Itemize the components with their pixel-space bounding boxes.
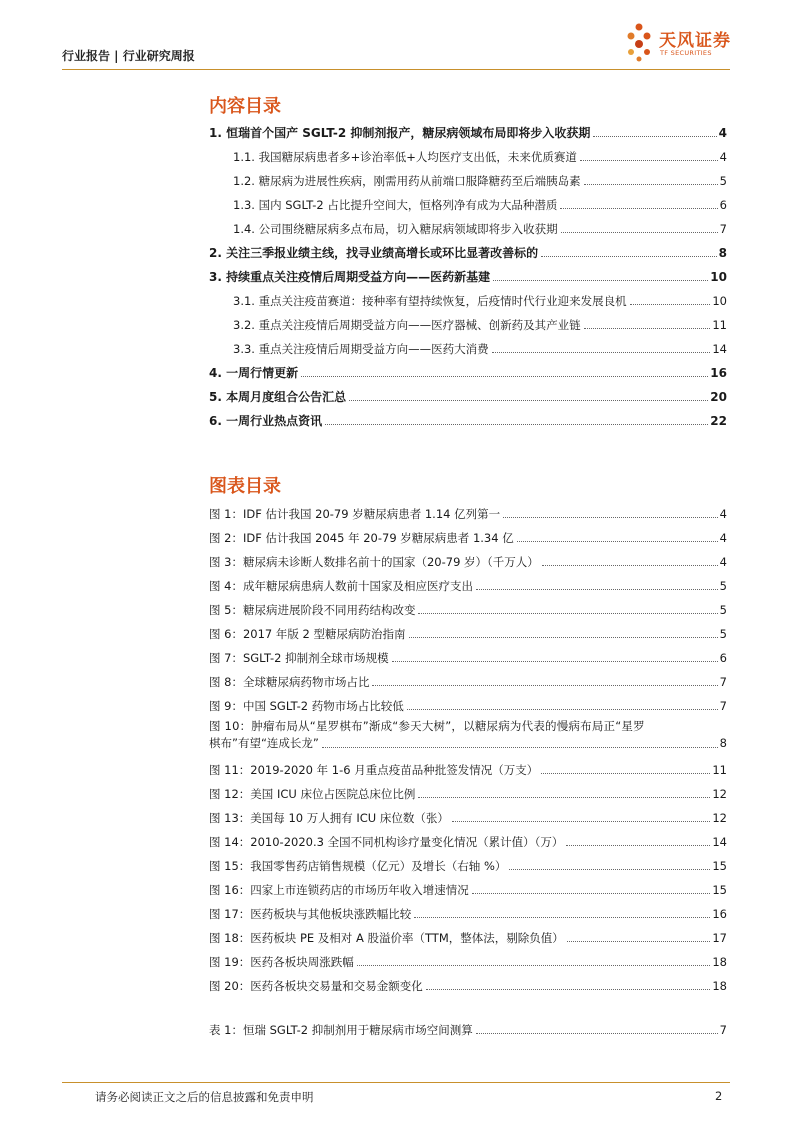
toc-entry-3-2[interactable]: 3.2. 重点关注疫情后周期受益方向——医疗器械、创新药及其产业链 11: [233, 318, 727, 332]
figure-entry-17[interactable]: 图 17：医药板块与其他板块涨跌幅比较 16: [209, 907, 727, 921]
figure-entry-11[interactable]: 图 11：2019-2020 年 1-6 月重点疫苗品种批签发情况（万支） 11: [209, 763, 727, 777]
figure-entry-20[interactable]: 图 20：医药各板块交易量和交易金额变化 18: [209, 979, 727, 993]
figure-entry-8[interactable]: 图 8：全球糖尿病药物市场占比 7: [209, 675, 727, 689]
report-type-label: 行业报告 | 行业研究周报: [62, 49, 195, 63]
figures-title: 图表目录: [209, 476, 281, 497]
toc-entry-6[interactable]: 6. 一周行业热点资讯 22: [209, 414, 727, 428]
table-entry-1[interactable]: 表 1：恒瑞 SGLT-2 抑制剂用于糖尿病市场空间测算 7: [209, 1023, 727, 1037]
footer-disclaimer: 请务必阅读正文之后的信息披露和免责申明: [95, 1090, 314, 1104]
figure-entry-5[interactable]: 图 5：糖尿病进展阶段不同用药结构改变 5: [209, 603, 727, 617]
page-number: 2: [715, 1089, 723, 1103]
figure-entry-18[interactable]: 图 18：医药板块 PE 及相对 A 股溢价率（TTM，整体法，剔除负值） 17: [209, 931, 727, 945]
figure-entry-1[interactable]: 图 1：IDF 估计我国 20-79 岁糖尿病患者 1.14 亿列第一 4: [209, 507, 727, 521]
figure-entry-2[interactable]: 图 2：IDF 估计我国 2045 年 20-79 岁糖尿病患者 1.34 亿 4: [209, 531, 727, 545]
toc-entry-1-4[interactable]: 1.4. 公司围绕糖尿病多点布局，切入糖尿病领域即将步入收获期 7: [233, 222, 727, 236]
figure-entry-13[interactable]: 图 13：美国每 10 万人拥有 ICU 床位数（张） 12: [209, 811, 727, 825]
figure-entry-12[interactable]: 图 12：美国 ICU 床位占医院总床位比例 12: [209, 787, 727, 801]
toc-entry-1-3[interactable]: 1.3. 国内 SGLT-2 占比提升空间大，恒格列净有成为大品种潜质 6: [233, 198, 727, 212]
toc-entry-4[interactable]: 4. 一周行情更新 16: [209, 366, 727, 380]
figure-entry-14[interactable]: 图 14：2010-2020.3 全国不同机构诊疗量变化情况（累计值）（万） 14: [209, 835, 727, 849]
figure-entry-7[interactable]: 图 7：SGLT-2 抑制剂全球市场规模 6: [209, 651, 727, 665]
figure-entry-15[interactable]: 图 15：我国零售药店销售规模（亿元）及增长（右轴 %） 15: [209, 859, 727, 873]
toc-entry-3-3[interactable]: 3.3. 重点关注疫情后周期受益方向——医药大消费 14: [233, 342, 727, 356]
figure-entry-10[interactable]: 图 10：肿瘤布局从“星罗棋布”渐成“参天大树”，以糖尿病为代表的慢病布局正“星罗 棋布”有望“连成长龙” 8: [209, 719, 727, 750]
toc-entry-1[interactable]: 1. 恒瑞首个国产 SGLT-2 抑制剂报产，糖尿病领域布局即将步入收获期 4: [209, 126, 727, 140]
figure-entry-4[interactable]: 图 4：成年糖尿病患病人数前十国家及相应医疗支出 5: [209, 579, 727, 593]
toc-title: 内容目录: [209, 96, 281, 117]
logo-english-name: TF SECURITIES: [660, 49, 712, 57]
figure-entry-16[interactable]: 图 16：四家上市连锁药店的市场历年收入增速情况 15: [209, 883, 727, 897]
toc-entry-2[interactable]: 2. 关注三季报业绩主线，找寻业绩高增长或环比显著改善标的 8: [209, 246, 727, 260]
toc-entry-1-1[interactable]: 1.1. 我国糖尿病患者多+诊治率低+人均医疗支出低，未来优质赛道 4: [233, 150, 727, 164]
toc-entry-1-2[interactable]: 1.2. 糖尿病为进展性疾病，刚需用药从前端口服降糖药至后端胰岛素 5: [233, 174, 727, 188]
toc-entry-5[interactable]: 5. 本周月度组合公告汇总 20: [209, 390, 727, 404]
header-divider: [62, 69, 730, 70]
logo-chinese-name: 天风证券: [659, 31, 731, 51]
toc-entry-3-1[interactable]: 3.1. 重点关注疫苗赛道：接种率有望持续恢复，后疫情时代行业迎来发展良机 10: [233, 294, 727, 308]
logo-mark-icon: [625, 22, 657, 62]
figure-entry-6[interactable]: 图 6：2017 年版 2 型糖尿病防治指南 5: [209, 627, 727, 641]
figure-entry-3[interactable]: 图 3：糖尿病未诊断人数排名前十的国家（20-79 岁）（千万人） 4: [209, 555, 727, 569]
toc-entry-3[interactable]: 3. 持续重点关注疫情后周期受益方向——医药新基建 10: [209, 270, 727, 284]
figure-entry-19[interactable]: 图 19：医药各板块周涨跌幅 18: [209, 955, 727, 969]
figure-entry-9[interactable]: 图 9：中国 SGLT-2 药物市场占比较低 7: [209, 699, 727, 713]
company-logo: [625, 22, 735, 66]
footer-divider: [62, 1082, 730, 1083]
